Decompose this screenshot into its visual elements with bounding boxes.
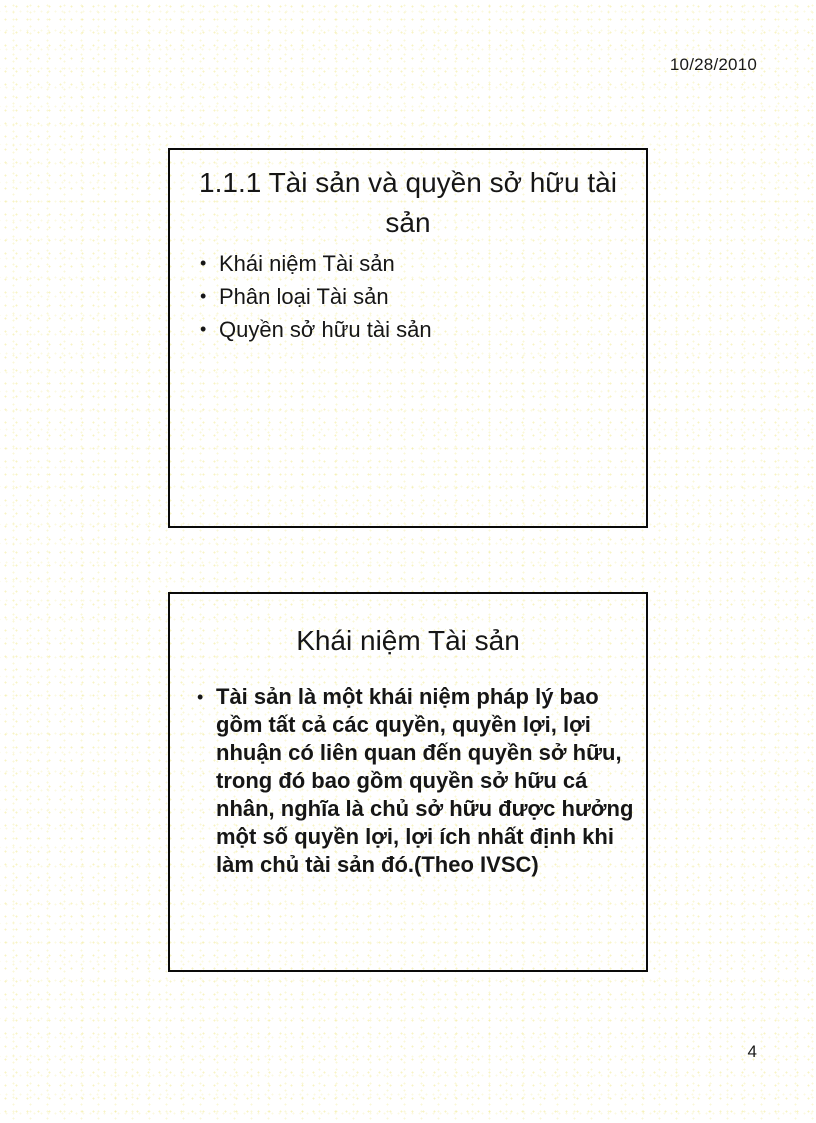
body-paragraph: Tài sản là một khái niệm pháp lý bao gồm tất cả các quyền, quyền lợi, lợi nhuận có liên quan đến quyền sở hữu, trong đó bao gồm quyền sở hữu cá nhân, nghĩa là chủ sở hữu được hưởng một số quyền lợi, lợi ích nhất định khi làm chủ tài sản đó.(Theo IVSC) — [216, 684, 640, 877]
bullet-icon: • — [200, 253, 207, 273]
date-stamp: 10/28/2010 — [669, 55, 757, 74]
list-item — [170, 280, 646, 313]
slide-2-frame — [168, 592, 648, 972]
bullet-label: Khái niệm Tài sản — [219, 251, 395, 276]
bullet-icon: • — [200, 319, 207, 339]
slide-1-title: 1.1.1 Tài sản và quyền sở hữu tài sản — [199, 167, 617, 238]
list-item — [170, 247, 646, 280]
list-item — [170, 313, 646, 346]
slide-2-title: Khái niệm Tài sản — [296, 625, 520, 656]
bullet-label: Quyền sở hữu tài sản — [219, 317, 432, 342]
slide-2-body — [170, 683, 646, 879]
page-number: 4 — [747, 1042, 757, 1061]
slide-1-bullet-list — [170, 247, 646, 346]
bullet-label: Phân loại Tài sản — [219, 284, 389, 309]
bullet-icon: • — [200, 286, 207, 306]
bullet-icon: • — [197, 687, 204, 707]
slide-1-frame — [168, 148, 648, 528]
